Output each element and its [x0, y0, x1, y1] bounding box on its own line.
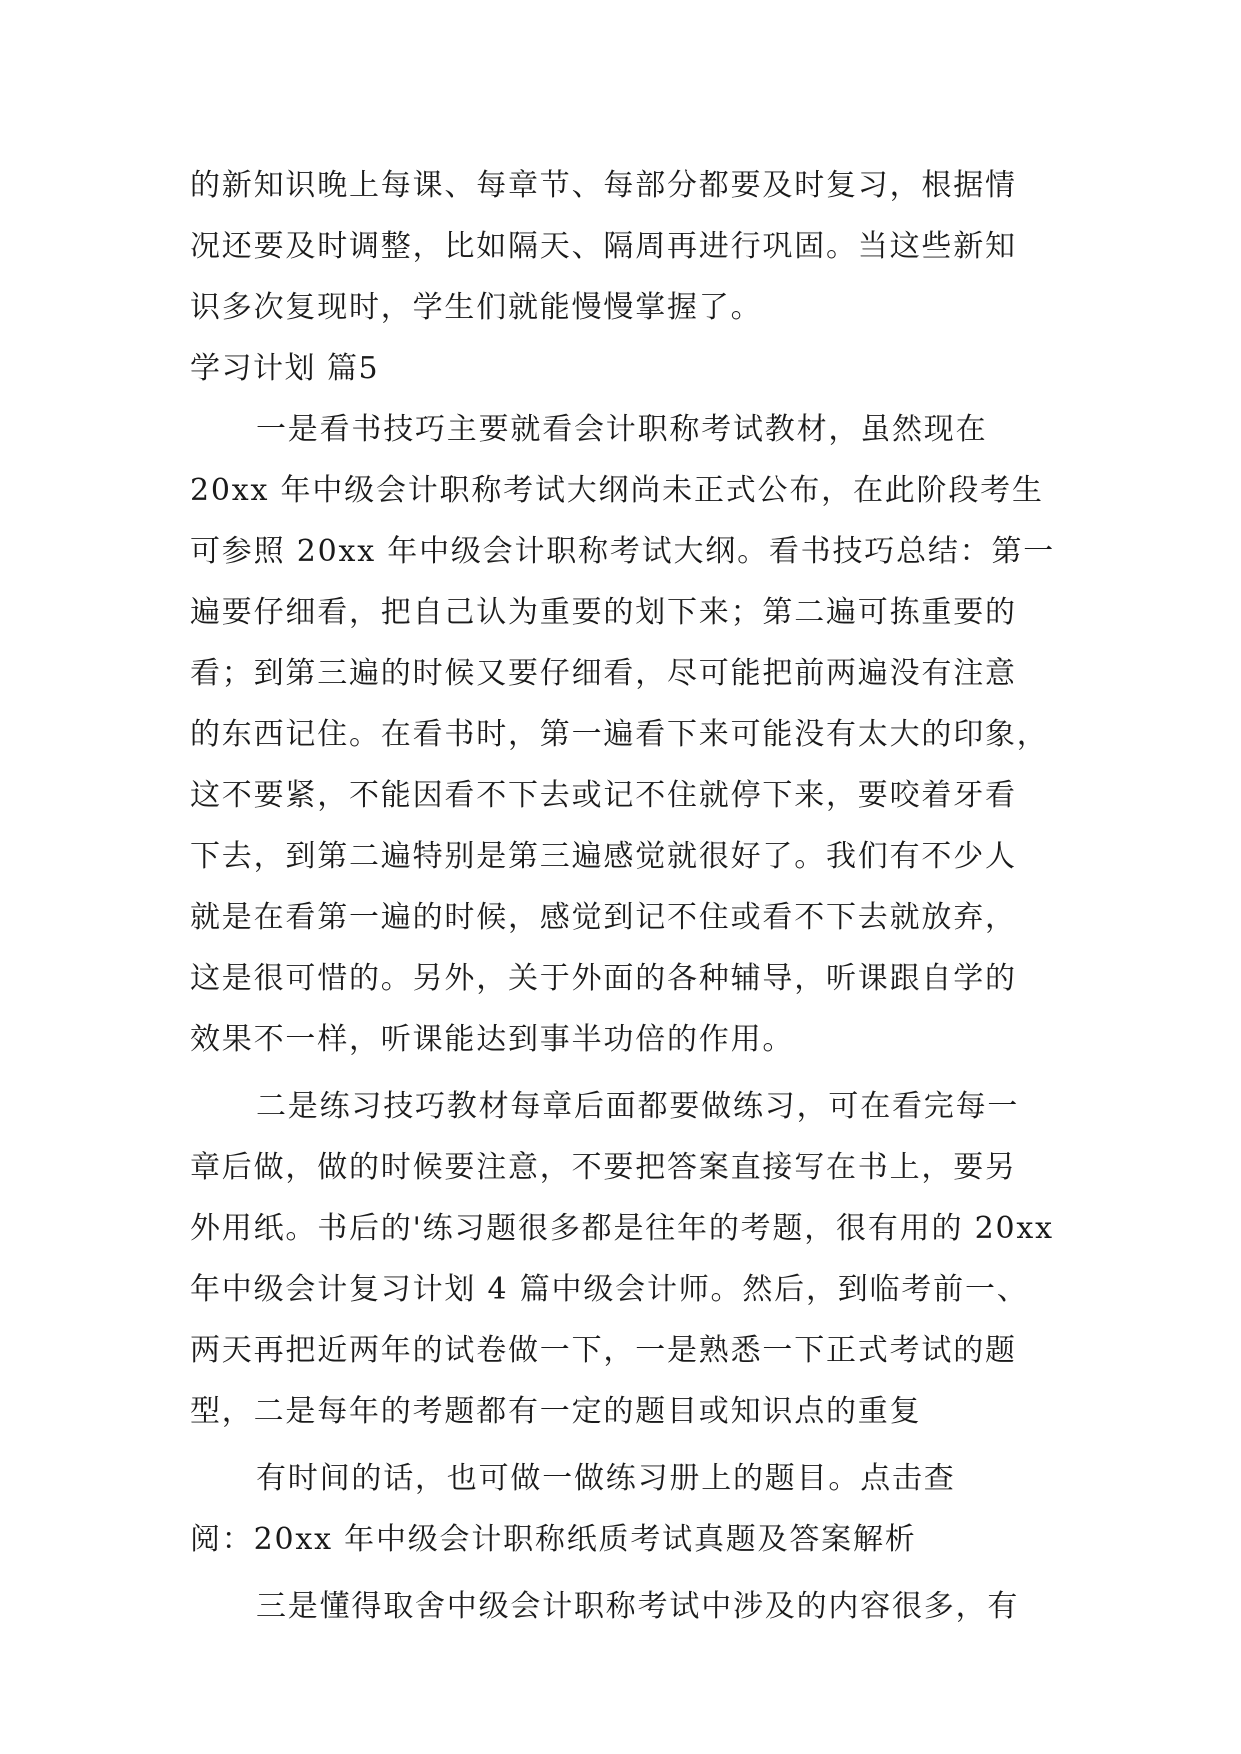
text-line: 三是懂得取舍中级会计职称考试中涉及的内容很多，有 — [256, 1589, 1020, 1624]
paragraph-practice-skills — [190, 1076, 1052, 1442]
text-line: 识多次复现时，学生们就能慢慢掌握了。 — [190, 290, 763, 325]
text-line: 这不要紧，不能因看不下去或记不住就停下来，要咬着牙看 — [190, 778, 1017, 813]
paragraph-workbook — [190, 1448, 1052, 1570]
text-line: 就是在看第一遍的时候，感觉到记不住或看不下去就放弃， — [190, 900, 1017, 935]
text-line: 20xx 年中级会计职称考试大纲尚未正式公布，在此阶段考生 — [190, 473, 1044, 508]
text-line: 有时间的话，也可做一做练习册上的题目。点击查 — [256, 1461, 956, 1496]
paragraph-reading-skills — [190, 399, 1056, 1070]
text-line: 阅：20xx 年中级会计职称纸质考试真题及答案解析 — [190, 1522, 917, 1557]
text-line: 二是练习技巧教材每章后面都要做练习，可在看完每一 — [256, 1089, 1020, 1124]
text-line: 下去，到第二遍特别是第三遍感觉就很好了。我们有不少人 — [190, 839, 1017, 874]
text-line: 外用纸。书后的'练习题很多都是往年的考题，很有用的 20xx — [190, 1211, 1054, 1246]
text-line: 这是很可惜的。另外，关于外面的各种辅导，听课跟自学的 — [190, 961, 1017, 996]
paragraph-continued — [190, 155, 1052, 338]
text-line: 两天再把近两年的试卷做一下，一是熟悉一下正式考试的题 — [190, 1333, 1017, 1368]
text-line: 型，二是每年的考题都有一定的题目或知识点的重复 — [190, 1394, 922, 1429]
section-title: 学习计划 篇5 — [190, 351, 380, 386]
text-line: 年中级会计复习计划 4 篇中级会计师。然后，到临考前一、 — [190, 1272, 1029, 1307]
text-line: 况还要及时调整，比如隔天、隔周再进行巩固。当这些新知 — [190, 229, 1017, 264]
text-line: 遍要仔细看，把自己认为重要的划下来；第二遍可拣重要的 — [190, 595, 1017, 630]
text-line: 的东西记住。在看书时，第一遍看下来可能没有太大的印象， — [190, 717, 1049, 752]
document-body — [190, 155, 1056, 1637]
text-line: 效果不一样，听课能达到事半功倍的作用。 — [190, 1022, 795, 1057]
text-line: 看；到第三遍的时候又要仔细看，尽可能把前两遍没有注意 — [190, 656, 1017, 691]
text-line: 章后做，做的时候要注意，不要把答案直接写在书上，要另 — [190, 1150, 1017, 1185]
text-line: 可参照 20xx 年中级会计职称考试大纲。看书技巧总结：第一 — [190, 534, 1056, 569]
text-line: 一是看书技巧主要就看会计职称考试教材，虽然现在 — [256, 412, 988, 447]
paragraph-choices — [190, 1576, 1052, 1637]
text-line: 的新知识晚上每课、每章节、每部分都要及时复习，根据情 — [190, 168, 1017, 203]
